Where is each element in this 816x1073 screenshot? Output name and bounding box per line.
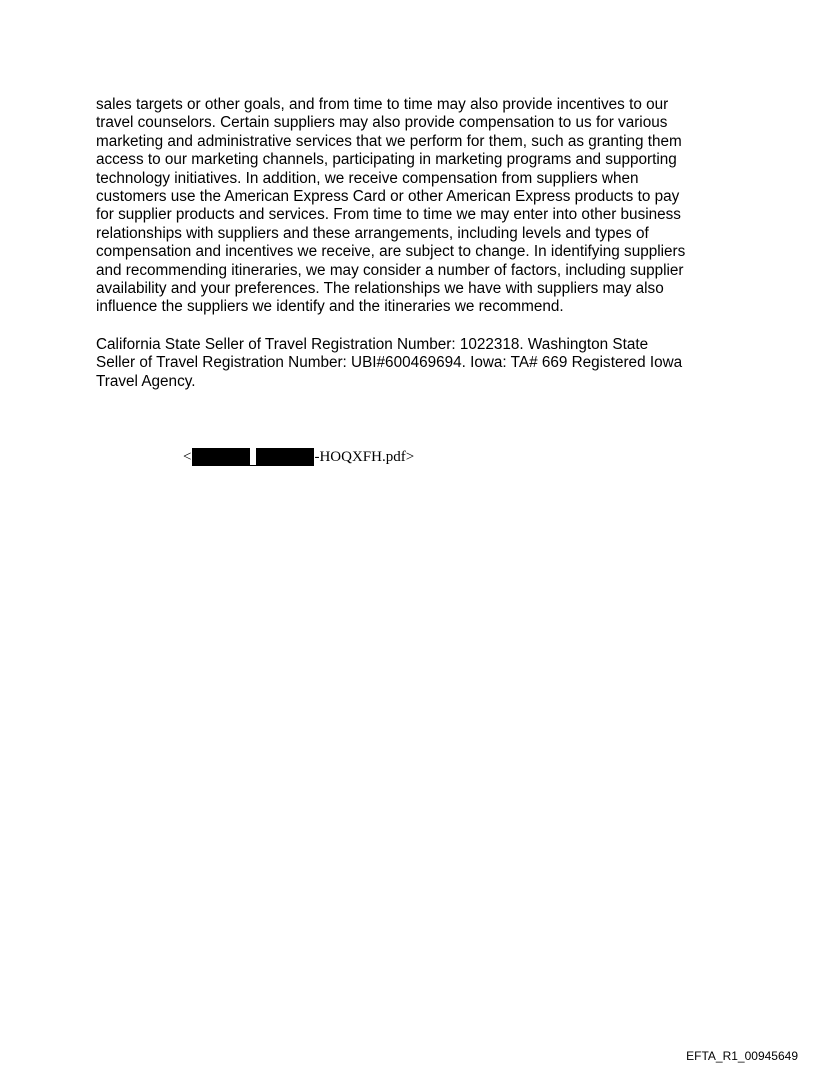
text-line: marketing and administrative services that we perform for them, such as granting them — [96, 132, 682, 150]
text-line: availability and your preferences. The relationships we have with suppliers may also — [96, 280, 664, 298]
text-line: customers use the American Express Card or other American Express products to pay — [96, 188, 680, 206]
text-line: Travel Agency. — [96, 372, 196, 390]
disclosure-paragraph — [96, 96, 736, 317]
text-line: sales targets or other goals, and from time to time may also provide incentives to our — [96, 96, 669, 113]
text-line: Seller of Travel Registration Number: UBI#600469694. Iowa: TA# 669 Registered Iowa — [96, 354, 683, 372]
registration-paragraph — [96, 336, 736, 391]
text-line: influence the suppliers we identify and the itineraries we recommend. — [96, 298, 564, 316]
filename-suffix: -HOQXFH.pdf> — [314, 449, 415, 465]
text-line: access to our marketing channels, participating in marketing programs and supporting — [96, 151, 677, 169]
text-line: relationships with suppliers and these arrangements, including levels and types of — [96, 224, 649, 242]
text-line: and recommending itineraries, we may consider a number of factors, including supplier — [96, 261, 684, 279]
text-line: compensation and incentives we receive, are subject to change. In identifying suppliers — [96, 243, 686, 261]
redaction-box — [256, 448, 314, 466]
redaction-box — [192, 448, 250, 466]
text-line: for supplier products and services. From time to time we may enter into other business — [96, 206, 681, 224]
text-line: travel counselors. Certain suppliers may also provide compensation to us for various — [96, 114, 668, 132]
open-bracket: < — [183, 449, 192, 465]
document-id: EFTA_R1_00945649 — [686, 1049, 798, 1063]
text-line: technology initiatives. In addition, we receive compensation from suppliers when — [96, 169, 639, 187]
attachment-filename — [183, 447, 414, 467]
text-line: California State Seller of Travel Registration Number: 1022318. Washington State — [96, 336, 649, 353]
